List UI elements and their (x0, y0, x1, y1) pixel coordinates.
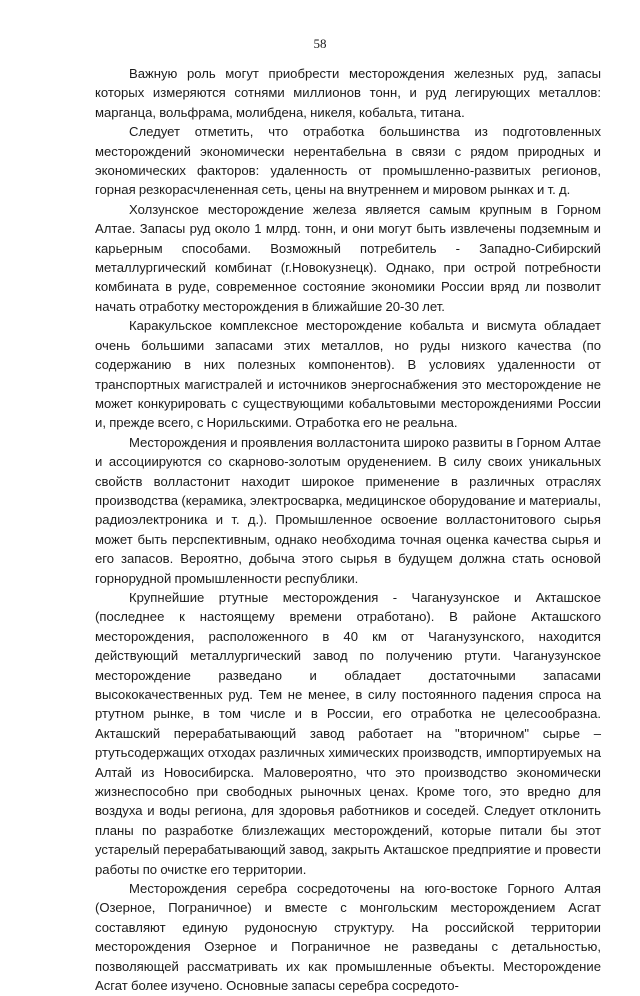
paragraph-silver-deposits: Месторождения серебра сосредоточены на юго-востоке Горного Алтая (Озерное, Пограничное) и вместе с монгольским месторождением Асгат составляют единую рудоносную структуру. На российской территории месторождения Озерное и Пограничное не разведаны с детальностью, позволяющей рассматривать их как промышленные объекты. Месторождение Асгат более изучено. Основные запасы серебра сосредото- (95, 881, 601, 994)
page-number: 58 (313, 36, 327, 51)
paragraph-kholzun-deposit: Холзунское месторождение железа является самым крупным в Горном Алтае. Запасы руд около 1 млрд. тонн, и они могут быть извлечены подземным и карьерным способами. Возможный потребитель - Западно-Сибирский металлургический комбинат (г.Новокузнецк). Однако, при острой потребности комбината в руде, современное состояние экономики России вряд ли позволит начать отработку месторождения в ближайшие 20-30 лет. (95, 201, 601, 314)
page-body (95, 64, 601, 996)
paragraph-unprofitability: Следует отметить, что отработка большинства из подготовленных месторождений экономически нерентабельна в связи с рядом природных и экономических факторов: удаленность от промышленно-развитых регионов, горная резкорасчлененная сеть, цены на внутреннем и мировом рынках и т. д. (95, 124, 601, 198)
paragraph-mercury-deposits: Крупнейшие ртутные месторождения - Чаганузунское и Акташское (последнее к настоящему времени отработано). В районе Акташского месторождения, расположенного в 40 км от Чаганузунского, находится действующий металлургический завод по получению ртути. Чаганузунское месторождение разведано и обладает достаточными запасами высококачественных руд. Тем не менее, в силу постоянного падения спроса на ртутном рынке, в том числе и в России, его отработка не целесообразна. Акташский перерабатывающий завод работает на "вторичном" сырье – ртутьсодержащих отходах различных химических производств, импортируемых на Алтай из Новосибирска. Маловероятно, что это производство экономически жизнеспособно при свободных рыночных ценах. Кроме того, это вредно для воздуха и воды региона, для здоровья работников и соседей. Следует отклонить планы по разработке близлежащих месторождений, которые питали бы этот устарелый перерабатывающий завод, закрыть Акташское предприятие и провести работы по очистке его территории. (95, 589, 601, 877)
paragraph-karakul-deposit: Каракульское комплексное месторождение кобальта и висмута обладает очень большими запасами этих металлов, но руды низкого качества (по содержанию в них полезных компонентов). В условиях удаленности от транспортных магистралей и источников энергоснабжения это месторождение не может конкурировать с существующими кобальтовыми месторождениями России и, прежде всего, с Норильскими. Отработка его не реальна. (95, 318, 601, 431)
paragraph-wollastonite: Месторождения и проявления волластонита широко развиты в Горном Алтае и ассоциируются со скарново-золотым оруденением. В силу своих уникальных свойств волластонит находит широкое применение в различных отраслях производства (керамика, электросварка, медицинское оборудование и материалы, радиоэлектроника и т. д.). Промышленное освоение волластонитового сырья может быть перспективным, однако необходима точная оценка качества сырья и его запасов. Вероятно, добыча этого сырья в будущем должна стать основой горнорудной промышленности республики. (95, 434, 601, 586)
paragraph-iron-ores: Важную роль могут приобрести месторождения железных руд, запасы которых измеряются сотнями миллионов тонн, и руд легирующих металлов: марганца, вольфрама, молибдена, никеля, кобальта, титана. (95, 66, 601, 120)
